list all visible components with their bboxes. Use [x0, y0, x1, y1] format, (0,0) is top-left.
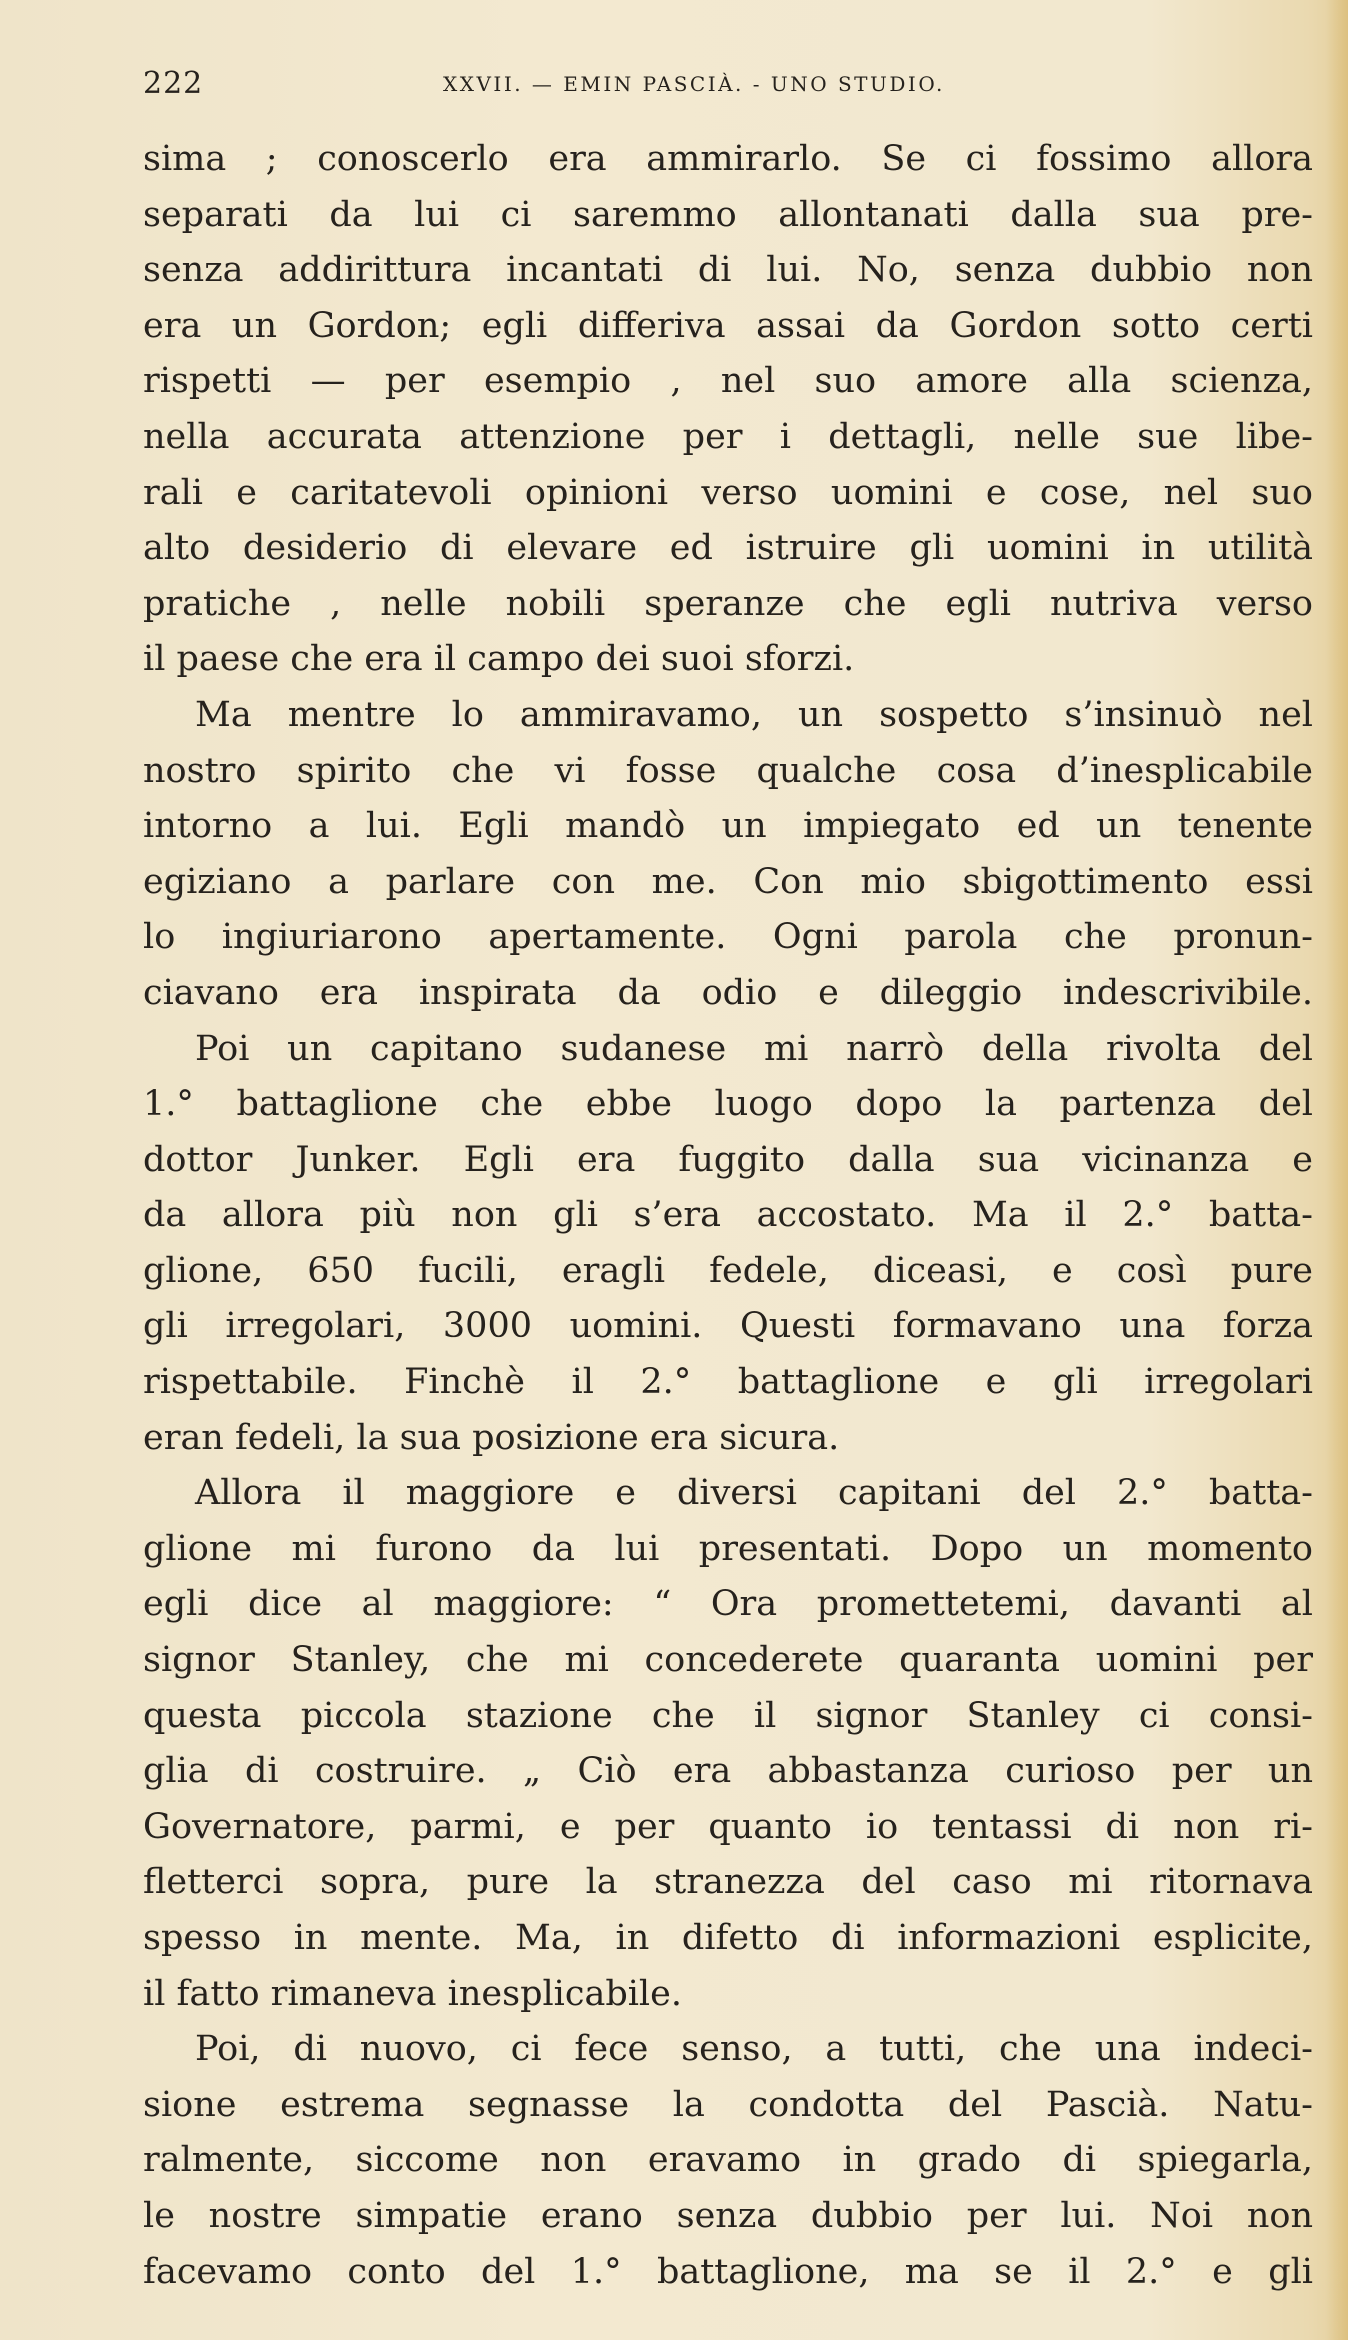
text-line: 1.° battaglione che ebbe luogo dopo la partenza del: [143, 1084, 1313, 1125]
text-line: da allora più non gli s’era accostato. Ma il 2.° batta-: [143, 1195, 1313, 1236]
text-line: glione, 650 fucili, eragli fedele, diceasi, e così pure: [143, 1250, 1313, 1291]
page-edge-shading: [1326, 0, 1348, 2340]
paragraph-start-line: Allora il maggiore e diversi capitani del 2.° batta-: [195, 1473, 1313, 1514]
text-line: facevamo conto del 1.° battaglione, ma se il 2.° e gli: [143, 2251, 1313, 2292]
paragraph-start-line: Poi, di nuovo, ci fece senso, a tutti, che una indeci-: [195, 2029, 1313, 2070]
text-line: sione estrema segnasse la condotta del Pascià. Natu-: [143, 2084, 1313, 2125]
text-line: dottor Junker. Egli era fuggito dalla sua vicinanza e: [143, 1139, 1313, 1180]
text-line: rali e caritatevoli opinioni verso uomini e cose, nel suo: [143, 472, 1313, 513]
text-line: gli irregolari, 3000 uomini. Questi formavano una forza: [143, 1306, 1313, 1347]
text-line: ralmente, siccome non eravamo in grado di spiegarla,: [143, 2140, 1313, 2181]
text-line: egiziano a parlare con me. Con mio sbigottimento essi: [143, 861, 1313, 902]
text-line: pratiche , nelle nobili speranze che egli nutriva verso: [143, 583, 1313, 624]
text-line: separati da lui ci saremmo allontanati dalla sua pre-: [143, 194, 1313, 235]
text-line: egli dice al maggiore: “ Ora promettetemi, davanti al: [143, 1584, 1313, 1625]
running-head: XXVII. — EMIN PASCIÀ. - UNO STUDIO.: [443, 72, 945, 96]
text-line: il paese che era il campo dei suoi sforzi.: [143, 639, 855, 680]
text-line: rispettabile. Finchè il 2.° battaglione e gli irregolari: [143, 1362, 1313, 1403]
text-line: il fatto rimaneva inesplicabile.: [143, 1973, 682, 2014]
text-line: fletterci sopra, pure la stranezza del caso mi ritornava: [143, 1862, 1313, 1903]
text-line: intorno a lui. Egli mandò un impiegato ed un tenente: [143, 806, 1313, 847]
text-line: spesso in mente. Ma, in difetto di informazioni esplicite,: [143, 1918, 1313, 1958]
page-header: [143, 66, 1313, 106]
body-text: [143, 132, 1313, 2300]
text-line: era un Gordon; egli differiva assai da Gordon sotto certi: [143, 305, 1313, 346]
text-line: le nostre simpatie erano senza dubbio per lui. Noi non: [143, 2195, 1313, 2236]
text-line: sima ; conoscerlo era ammirarlo. Se ci fossimo allora: [143, 139, 1313, 179]
text-line: alto desiderio di elevare ed istruire gli uomini in utilità: [143, 528, 1313, 569]
text-line: eran fedeli, la sua posizione era sicura.: [143, 1417, 840, 1458]
text-line: Governatore, parmi, e per quanto io tentassi di non ri-: [143, 1806, 1313, 1847]
text-line: nella accurata attenzione per i dettagli, nelle sue libe-: [143, 416, 1313, 457]
text-line: glia di costruire. „ Ciò era abbastanza curioso per un: [143, 1751, 1313, 1792]
paragraph-start-line: Poi un capitano sudanese mi narrò della rivolta del: [195, 1028, 1313, 1069]
text-line: ciavano era inspirata da odio e dileggio indescrivibile.: [143, 972, 1313, 1013]
text-line: glione mi furono da lui presentati. Dopo un momento: [143, 1528, 1313, 1569]
text-line: lo ingiuriarono apertamente. Ogni parola che pronun-: [143, 917, 1313, 958]
paragraph-start-line: Ma mentre lo ammiravamo, un sospetto s’insinuò nel: [195, 694, 1313, 735]
text-line: nostro spirito che vi fosse qualche cosa d’inesplicabile: [143, 750, 1313, 791]
text-line: questa piccola stazione che il signor Stanley ci consi-: [143, 1695, 1313, 1736]
text-line: rispetti — per esempio , nel suo amore alla scienza,: [143, 361, 1313, 402]
text-line: signor Stanley, che mi concederete quaranta uomini per: [143, 1640, 1313, 1681]
text-line: senza addirittura incantati di lui. No, senza dubbio non: [143, 250, 1313, 291]
page-number: 222: [143, 66, 204, 101]
